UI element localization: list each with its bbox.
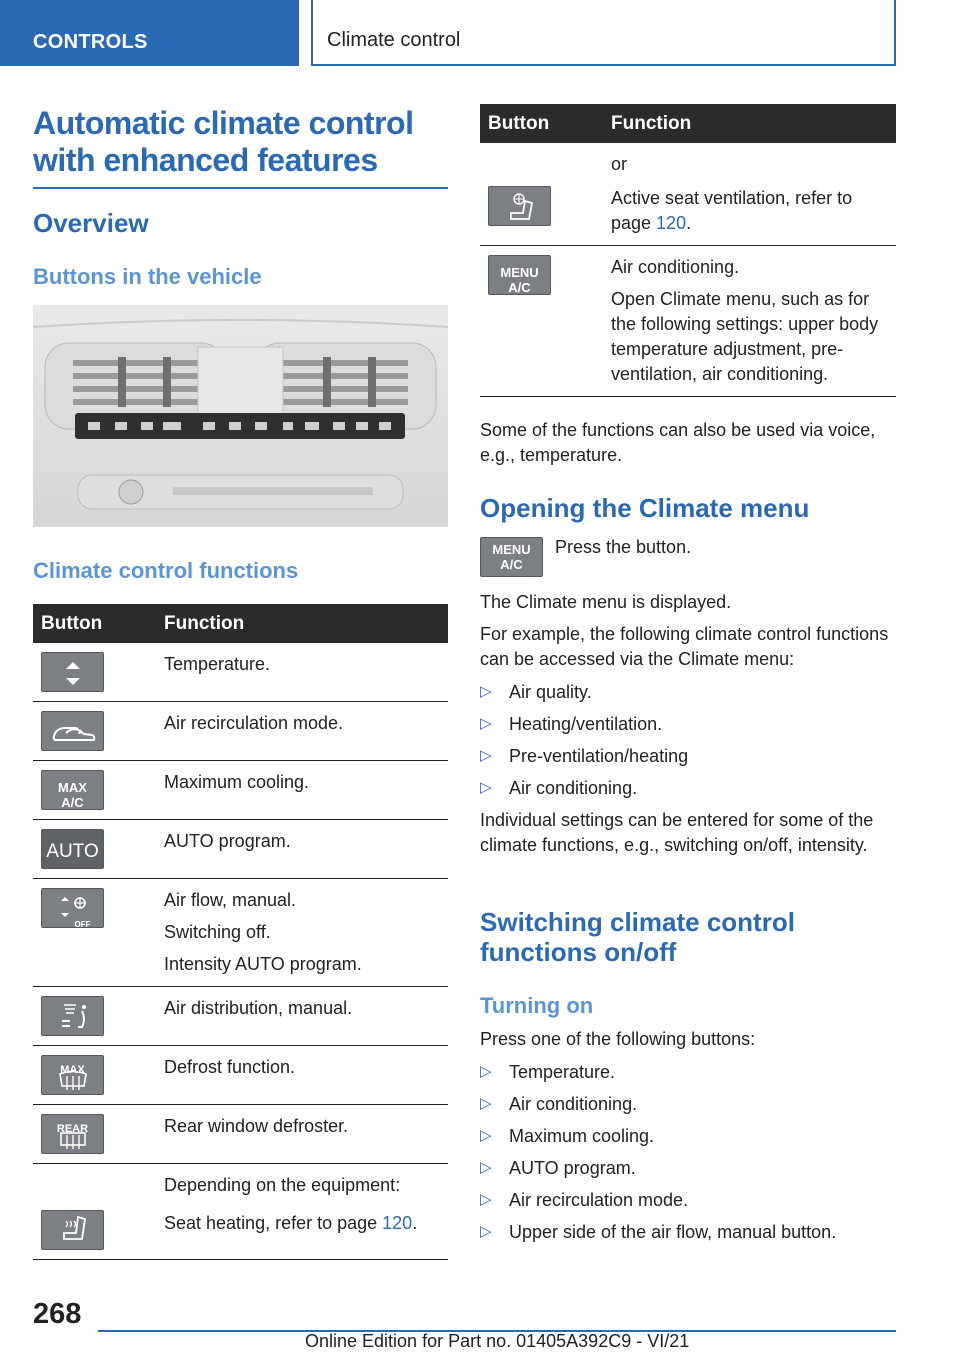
turning-on-heading: Turning on bbox=[480, 993, 594, 1018]
press-one-text: Press one of the following buttons: bbox=[480, 1029, 756, 1049]
table-row: or bbox=[611, 154, 628, 174]
page-title: Automatic climate control with enhanced features bbox=[33, 105, 448, 189]
list-item: ▷ Upper side of the air flow, manual button. bbox=[480, 1216, 896, 1248]
dashboard-photo bbox=[33, 305, 448, 527]
table-row: Air distribution, manual. bbox=[33, 987, 448, 1046]
max-defrost-icon: MAX bbox=[41, 1055, 104, 1095]
table-row: MAX Defrost function. bbox=[33, 1046, 448, 1105]
list-item: ▷ Temperature. bbox=[480, 1056, 896, 1088]
section-tab: CONTROLS bbox=[0, 0, 299, 66]
table-row: Air recirculation mode. bbox=[33, 702, 448, 761]
seat-heating-icon bbox=[41, 1210, 104, 1250]
seat-ventilation-icon bbox=[488, 186, 551, 226]
functions-heading: Climate control functions bbox=[33, 558, 299, 583]
fan-off-icon: OFF bbox=[41, 888, 104, 928]
chapter-title: Climate control bbox=[311, 0, 896, 66]
voice-note: Some of the functions can also be used via voice, e.g., temperature. bbox=[480, 420, 876, 465]
individual-settings-text: Individual settings can be entered for some of the climate functions, e.g., switching on/off, intensity. bbox=[480, 810, 874, 855]
table-row: MAX A/C Maximum cooling. bbox=[33, 761, 448, 820]
list-item: ▷ Air recirculation mode. bbox=[480, 1184, 896, 1216]
list-item: ▷ Air quality. bbox=[480, 676, 896, 708]
column-header-function: Function bbox=[603, 104, 896, 143]
list-item: ▷ Air conditioning. bbox=[480, 1088, 896, 1120]
functions-table-continued bbox=[480, 104, 896, 397]
page-link-120[interactable]: 120 bbox=[656, 213, 687, 233]
switching-heading: Switching climate control functions on/off bbox=[480, 907, 795, 967]
buttons-heading: Buttons in the vehicle bbox=[33, 264, 262, 289]
table-row: REAR Rear window defroster. bbox=[33, 1105, 448, 1164]
rear-defrost-icon: REAR bbox=[41, 1114, 104, 1154]
max-ac-icon: MAX A/C bbox=[41, 770, 104, 810]
opening-heading: Opening the Climate menu bbox=[480, 493, 810, 523]
air-recirculation-icon bbox=[41, 711, 104, 751]
turn-on-buttons-list bbox=[480, 1056, 896, 1248]
table-row: OFF Air flow, manual. Switching off. Intensity AUTO program. bbox=[33, 879, 448, 987]
list-item: ▷ Pre-ventilation/heating bbox=[480, 740, 896, 772]
table-row: Depending on the equipment: Seat heating, refer to page 120. bbox=[33, 1164, 448, 1260]
menu-functions-list bbox=[480, 676, 896, 804]
list-item: ▷ Air conditioning. bbox=[480, 772, 896, 804]
edition-text: Online Edition for Part no. 01405A392C9 - VI/21 bbox=[305, 1331, 690, 1351]
functions-table bbox=[33, 604, 448, 1260]
table-row: MENU A/C Air conditioning. Open Climate menu, such as for the following settings: upper body temperature adjustment, pre-ventilation, air conditioning. bbox=[480, 246, 896, 397]
overview-heading: Overview bbox=[33, 208, 149, 238]
column-header-button: Button bbox=[33, 604, 156, 643]
column-header-function: Function bbox=[156, 604, 448, 643]
air-distribution-icon bbox=[41, 996, 104, 1036]
page-number: 268 bbox=[33, 1298, 82, 1330]
auto-icon: AUTO bbox=[41, 829, 104, 869]
press-instruction: Press the button. bbox=[555, 537, 692, 557]
menu-displayed: The Climate menu is displayed. bbox=[480, 592, 732, 612]
example-text: For example, the following climate control functions can be accessed via the Climate menu: bbox=[480, 624, 889, 669]
table-row: AUTO AUTO program. bbox=[33, 820, 448, 879]
table-row: Temperature. bbox=[33, 643, 448, 702]
list-item: ▷ Heating/ventilation. bbox=[480, 708, 896, 740]
table-row: Active seat ventilation, refer to page 120. bbox=[480, 177, 896, 246]
menu-ac-icon: MENU A/C bbox=[488, 255, 551, 295]
temperature-arrows-icon bbox=[41, 652, 104, 692]
list-item: ▷ AUTO program. bbox=[480, 1152, 896, 1184]
page-link-120[interactable]: 120 bbox=[382, 1213, 413, 1233]
menu-ac-icon: MENU A/C bbox=[480, 537, 543, 577]
column-header-button: Button bbox=[480, 104, 603, 143]
list-item: ▷ Maximum cooling. bbox=[480, 1120, 896, 1152]
